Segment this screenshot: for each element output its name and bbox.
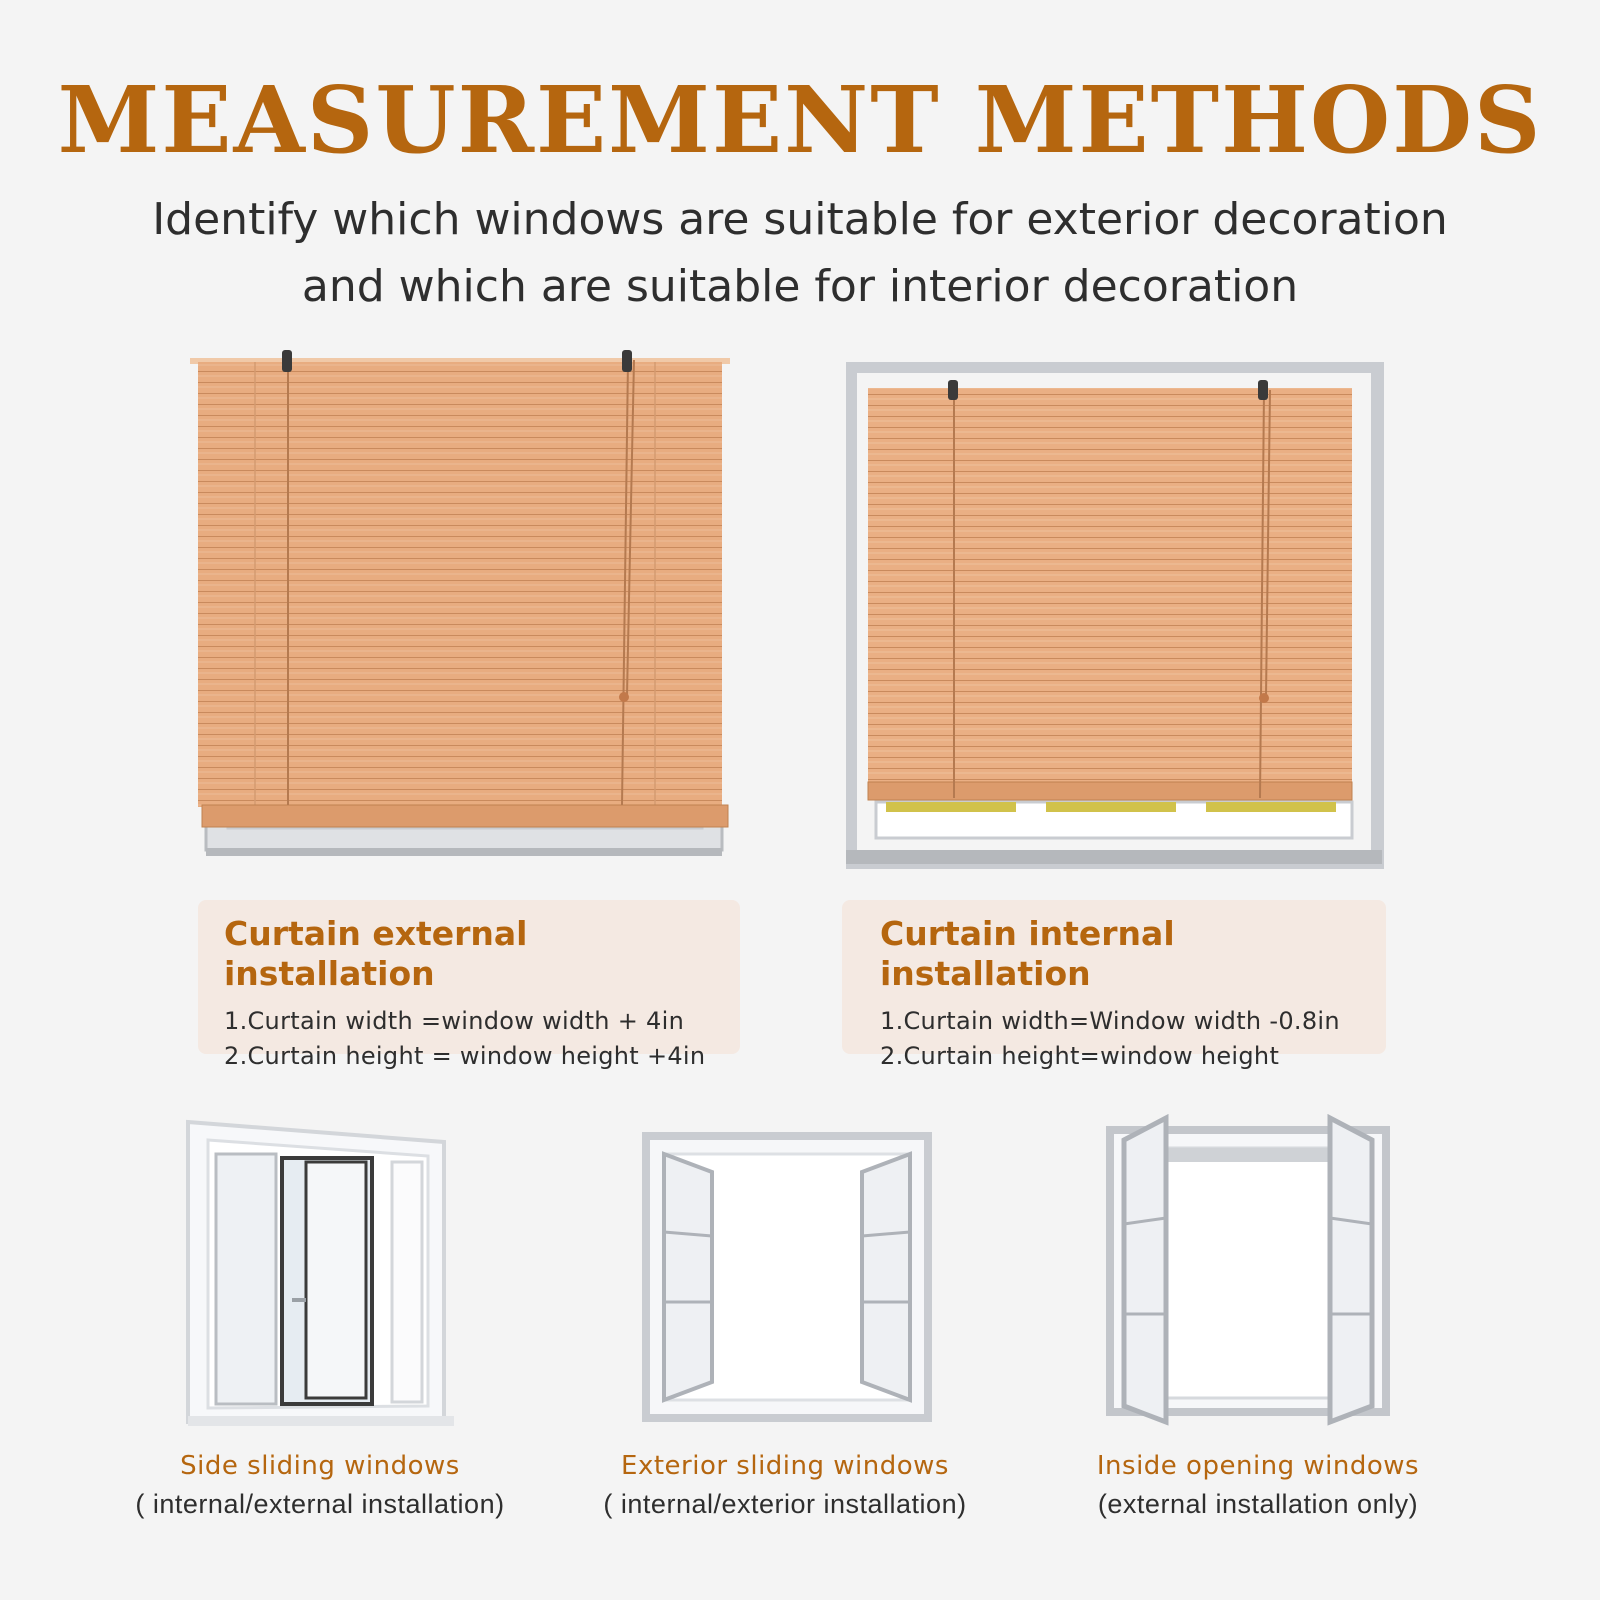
internal-card-heading: Curtain internal installation [880,914,1175,993]
side-sliding-window-illustration [182,1118,462,1432]
subtitle-line-2: and which are suitable for interior decoration [301,261,1299,312]
external-width-rule: 1.Curtain width =window width + 4in [224,1007,685,1035]
external-height-rule: 2.Curtain height = window height +4in [224,1042,706,1070]
external-installation-illustration [190,350,730,875]
internal-height-rule: 2.Curtain height=window height [880,1042,1280,1070]
inside-opening-title: Inside opening windows [1096,1451,1420,1481]
inside-opening-caption [1018,1447,1498,1523]
internal-installation-illustration [846,362,1384,877]
internal-width-rule: 1.Curtain width=Window width -0.8in [880,1007,1340,1035]
subtitle-line-1: Identify which windows are suitable for exterior decoration [152,194,1448,245]
side-sliding-caption [80,1447,560,1523]
side-sliding-title: Side sliding windows [180,1451,460,1481]
external-installation-card [198,900,740,1070]
page-subtitle [0,186,1600,320]
side-sliding-note: ( internal/external installation) [135,1489,505,1519]
inside-opening-note: (external installation only) [1097,1489,1419,1519]
exterior-sliding-window-illustration [642,1132,932,1426]
exterior-sliding-title: Exterior sliding windows [621,1451,949,1481]
exterior-sliding-note: ( internal/exterior installation) [603,1489,967,1519]
internal-installation-card [842,900,1386,1070]
external-card-heading: Curtain external installation [224,914,528,993]
inside-opening-window-illustration [1104,1114,1394,1438]
page-title: MEASUREMENT METHODS [57,66,1543,174]
exterior-sliding-caption [545,1447,1025,1523]
